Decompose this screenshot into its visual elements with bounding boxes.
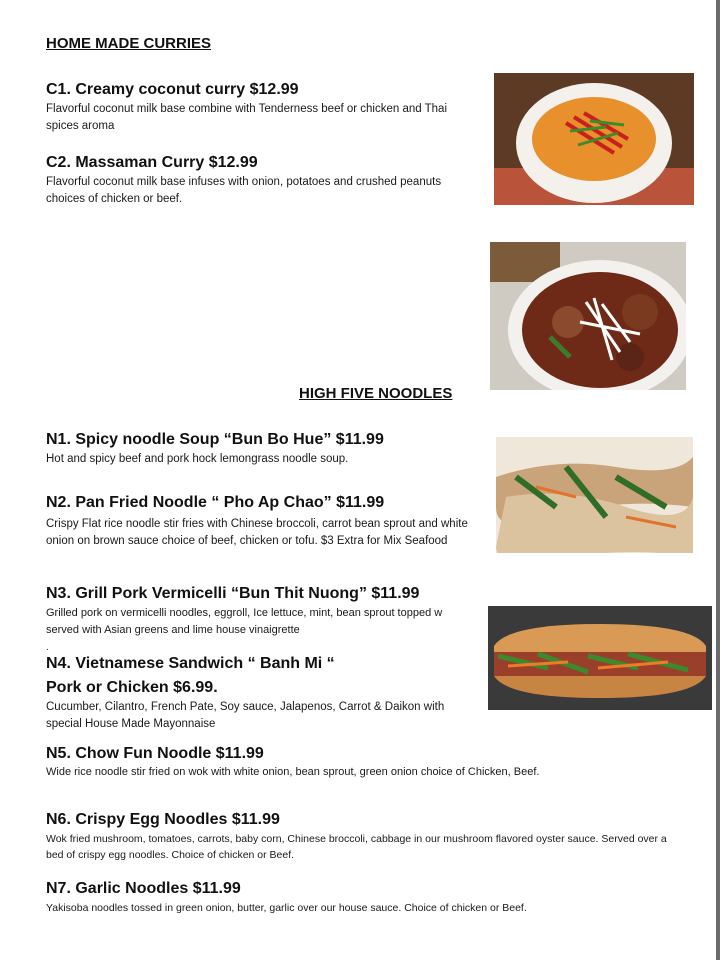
curry-photo — [494, 73, 694, 205]
bun-bo-hue-photo — [490, 242, 686, 390]
menu-item-c2 — [46, 153, 466, 208]
item-title: N2. Pan Fried Noodle “ Pho Ap Chao” $11.99 — [46, 494, 385, 511]
item-title: N7. Garlic Noodles $11.99 — [46, 880, 241, 897]
item-description: Hot and spicy beef and pork hock lemongrass noodle soup. — [46, 453, 349, 465]
item-description: Wok fried mushroom, tomatoes, carrots, baby corn, Chinese broccoli, cabbage in our mushroom flavored oyster sauce. Served over a bed of crispy egg noodles. Choice of chicken or Beef. — [46, 833, 667, 861]
menu-item-n1 — [46, 430, 486, 468]
menu-item-n4 — [46, 654, 476, 733]
item-title: N4. Vietnamese Sandwich “ Banh Mi “ — [46, 655, 335, 672]
item-description: Flavorful coconut milk base combine with Tenderness beef or chicken and Thai spices aroma — [46, 103, 448, 132]
menu-item-n5 — [46, 744, 646, 781]
item-description-text: Grilled pork on vermicelli noodles, eggroll, Ice lettuce, mint, bean sprout topped w served with Asian greens and lime house vinaigrette — [46, 607, 443, 636]
item-description: Wide rice noodle stir fried on wok with white onion, bean sprout, green onion choice of Chicken, Beef. — [46, 766, 540, 778]
item-description: Yakisoba noodles tossed in green onion, butter, garlic over our house sauce. Choice of chicken or Beef. — [46, 902, 527, 914]
item-title: N1. Spicy noodle Soup “Bun Bo Hue” $11.99 — [46, 431, 384, 448]
section-title-curries: HOME MADE CURRIES — [46, 35, 212, 52]
item-title: N6. Crispy Egg Noodles $11.99 — [46, 811, 280, 828]
item-title: N5. Chow Fun Noodle $11.99 — [46, 745, 264, 762]
item-description — [46, 605, 476, 639]
item-description: Crispy Flat rice noodle stir fries with Chinese broccoli, carrot bean sprout and white onion on brown sauce choice of beef, chicken or tofu. $3 Extra for Mix Seafood — [46, 518, 468, 547]
item-description: Cucumber, Cilantro, French Pate, Soy sauce, Jalapenos, Carrot & Daikon with special House Made Mayonnaise — [46, 701, 445, 730]
item-title: C1. Creamy coconut curry $12.99 — [46, 81, 299, 98]
banh-mi-photo — [488, 606, 712, 710]
stray-dot: . — [46, 642, 49, 653]
item-subtitle: Pork or Chicken $6.99. — [46, 679, 218, 696]
menu-item-n2 — [46, 493, 486, 550]
menu-item-n6 — [46, 810, 686, 863]
item-description: Flavorful coconut milk base infuses with onion, potatoes and crushed peanuts choices of chicken or beef. — [46, 176, 442, 205]
item-title: C2. Massaman Curry $12.99 — [46, 154, 258, 171]
pan-fried-noodle-photo — [496, 437, 693, 573]
item-title: N3. Grill Pork Vermicelli “Bun Thit Nuong” $11.99 — [46, 585, 420, 602]
menu-item-c1 — [46, 80, 476, 135]
menu-item-n7 — [46, 879, 686, 917]
section-title-noodles: HIGH FIVE NOODLES — [299, 385, 453, 402]
menu-item-n3 — [46, 584, 476, 639]
